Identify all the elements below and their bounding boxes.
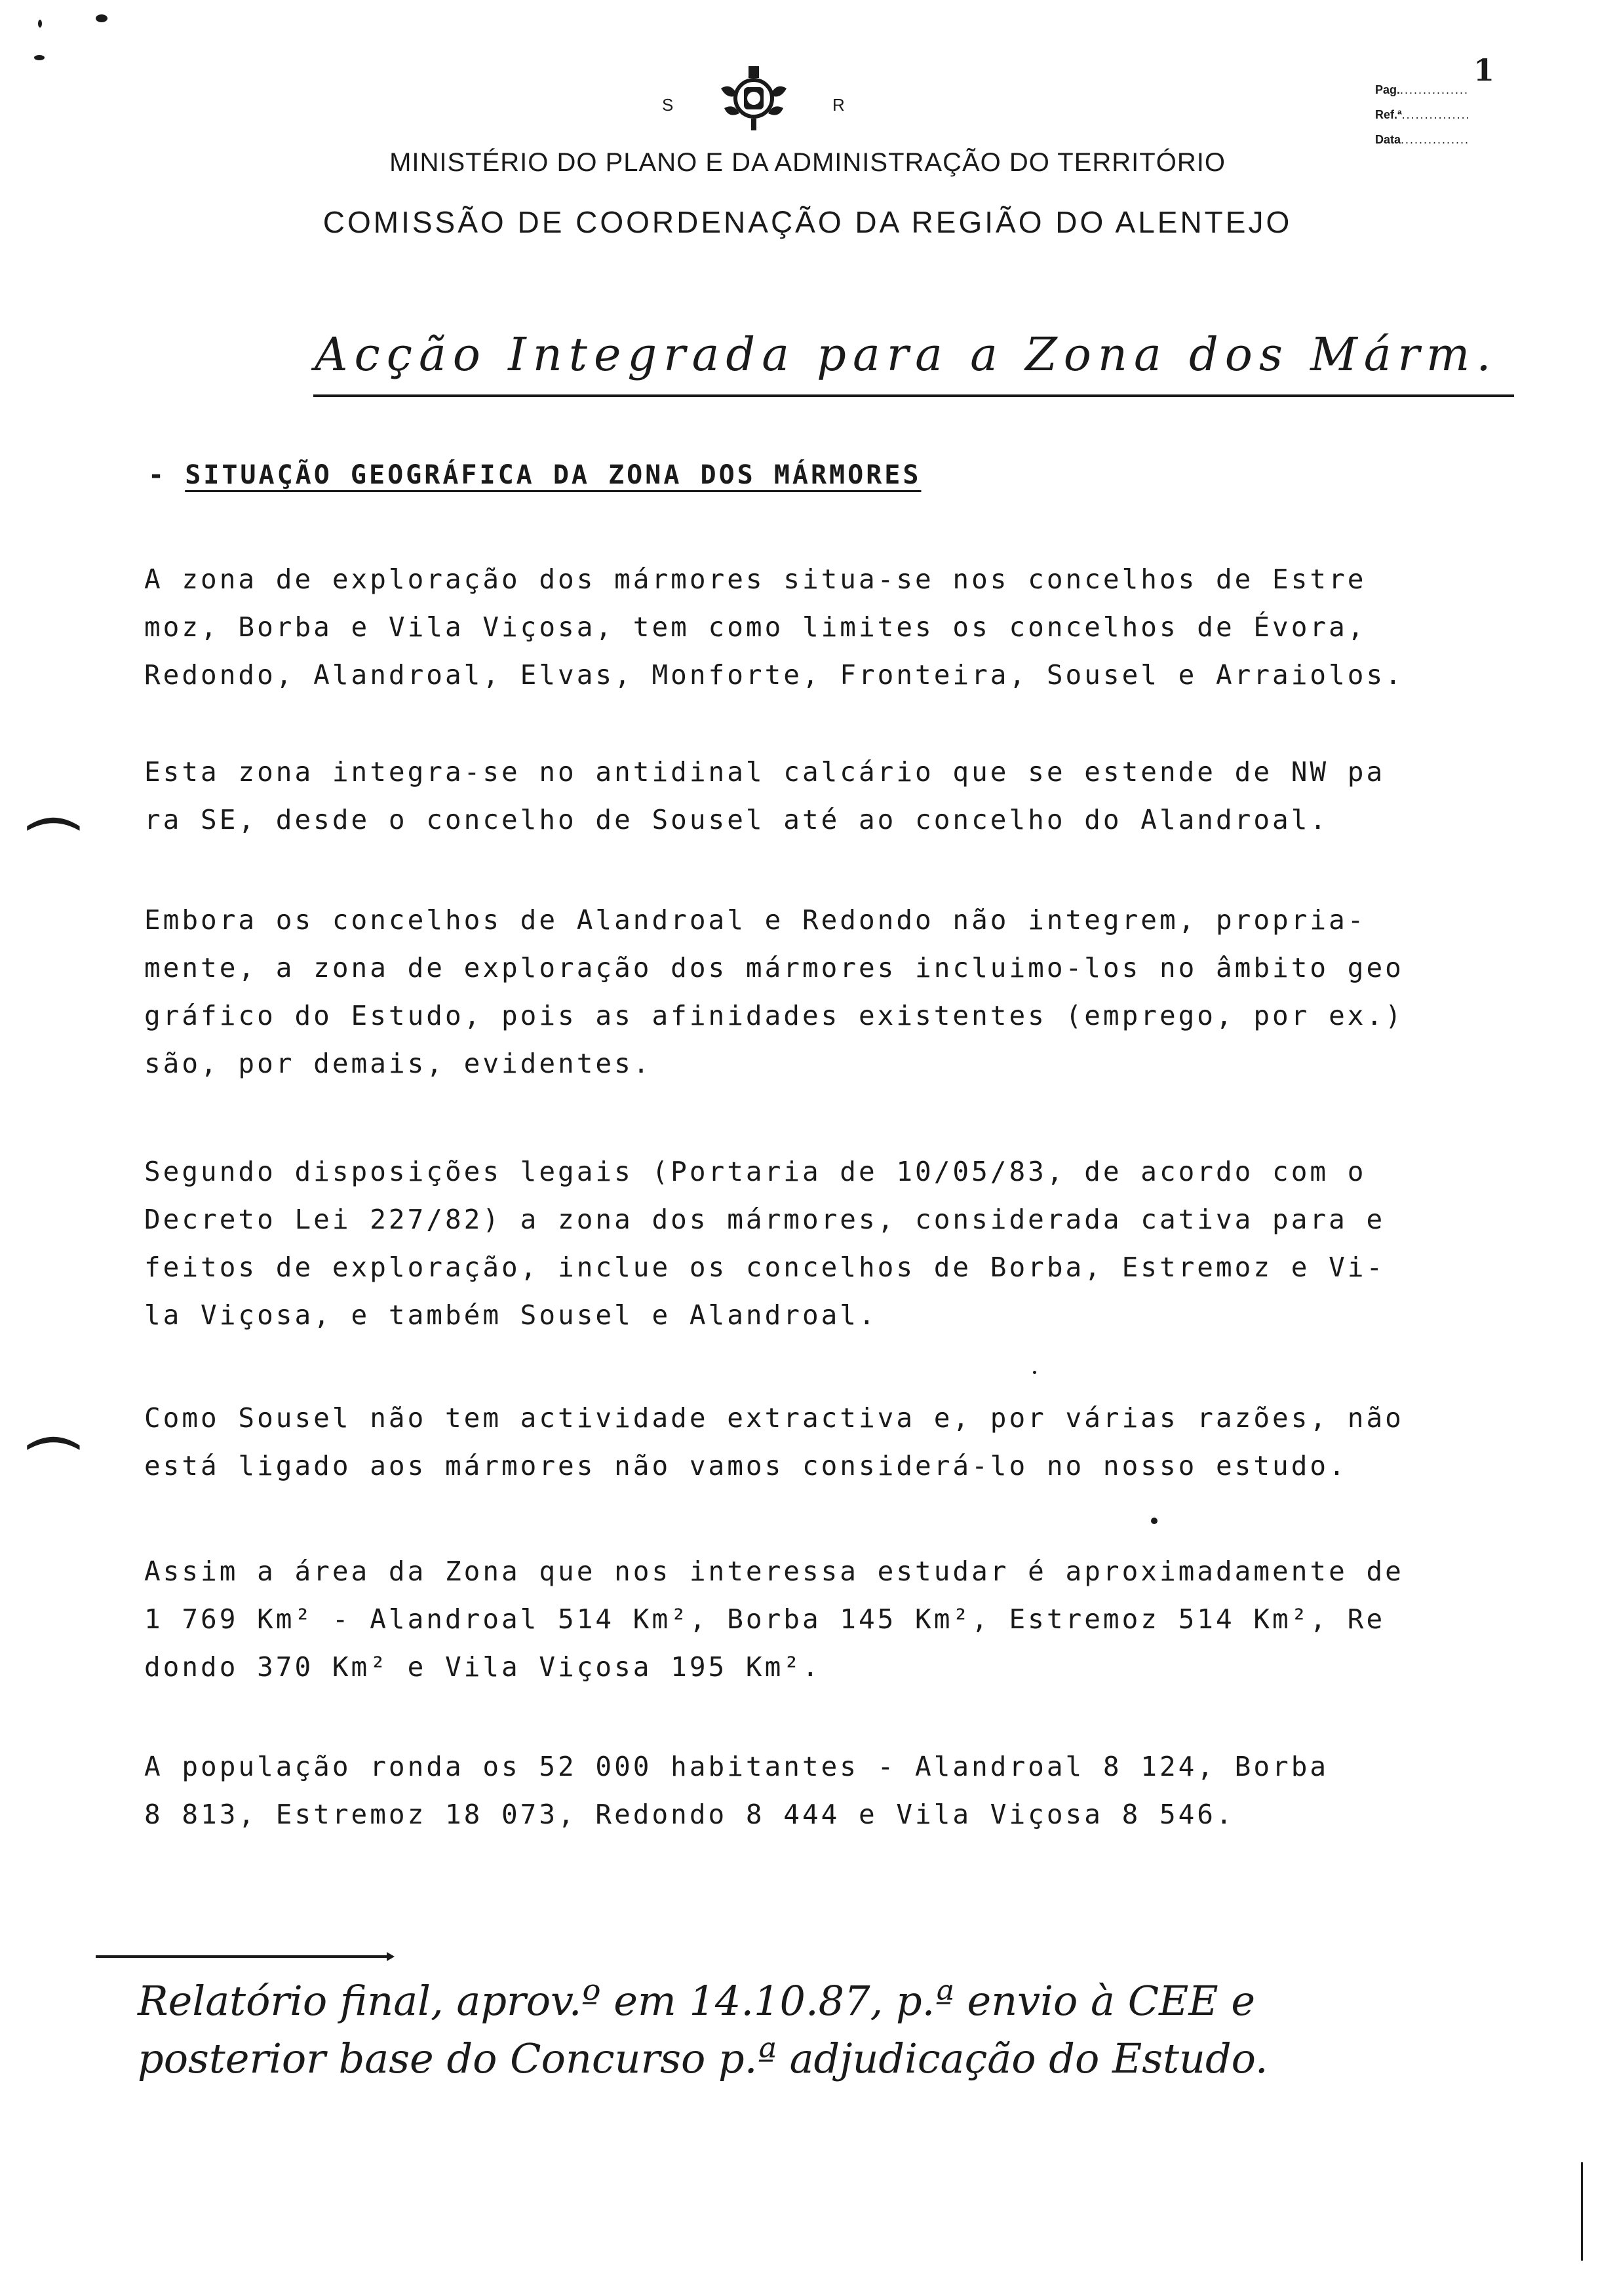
meta-ref-label: Ref.ª	[1375, 108, 1402, 121]
margin-curve-mark: (	[20, 1431, 90, 1455]
emblem-letter-right: R	[832, 95, 845, 115]
coat-of-arms-icon	[708, 62, 800, 134]
paragraph	[144, 1148, 1455, 1339]
section-heading	[148, 460, 921, 490]
note-arrow-line	[96, 1955, 391, 1958]
meta-date-row: Data...............	[1375, 133, 1470, 146]
scan-speck	[34, 55, 45, 60]
title-underline	[313, 394, 1514, 397]
paragraph-line: ra SE, desde o concelho de Sousel até ao concelho do Alandroal.	[144, 804, 1329, 835]
scan-speck	[96, 14, 107, 22]
margin-curve-mark: (	[20, 812, 90, 836]
paragraph-line: Decreto Lei 227/82) a zona dos mármores, considerada cativa para e	[144, 1204, 1386, 1235]
meta-pag-label: Pag.	[1375, 83, 1401, 96]
paragraph-line: está ligado aos mármores não vamos considerá-lo no nosso estudo.	[144, 1450, 1348, 1482]
scan-speck	[38, 20, 42, 28]
paragraph-line: Esta zona integra-se no antidinal calcário que se estende de NW pa	[144, 756, 1386, 788]
ministry-heading: MINISTÉRIO DO PLANO E DA ADMINISTRAÇÃO DO TERRITÓRIO	[389, 148, 1226, 177]
paragraph-line: dondo 370 Km² e Vila Viçosa 195 Km².	[144, 1651, 821, 1683]
meta-pag-value: 1	[1473, 52, 1495, 88]
paragraph	[144, 896, 1455, 1088]
paragraph	[144, 1743, 1455, 1839]
paragraph-line: Assim a área da Zona que nos interessa estudar é aproximadamente de	[144, 1556, 1404, 1587]
meta-date-label: Data	[1375, 133, 1401, 146]
paragraph-line: la Viçosa, e também Sousel e Alandroal.	[144, 1299, 878, 1331]
scan-edge-mark	[1581, 2162, 1583, 2261]
paragraph-line: 8 813, Estremoz 18 073, Redondo 8 444 e Vila Viçosa 8 546.	[144, 1799, 1235, 1830]
paragraph-line: Embora os concelhos de Alandroal e Redondo não integrem, propria-	[144, 904, 1367, 936]
paragraph-line: mente, a zona de exploração dos mármores incluimo-los no âmbito geo	[144, 952, 1404, 984]
handwritten-title: Acção Integrada para a Zona dos Márm.	[315, 328, 1498, 381]
paragraph-line: Redondo, Alandroal, Elvas, Monforte, Fronteira, Sousel e Arraiolos.	[144, 659, 1404, 691]
section-dash: -	[148, 460, 167, 490]
paragraph	[144, 556, 1455, 699]
meta-pag-row: Pag................ 1	[1375, 52, 1495, 96]
page-meta-block	[1375, 52, 1495, 152]
paragraph	[144, 748, 1455, 844]
paragraph-line: Segundo disposições legais (Portaria de 10/05/83, de acordo com o	[144, 1156, 1367, 1187]
paragraph-line: A população ronda os 52 000 habitantes - Alandroal 8 124, Borba	[144, 1751, 1329, 1782]
emblem-letter-left: S	[662, 95, 674, 115]
paragraph-line: moz, Borba e Vila Viçosa, tem como limites os concelhos de Évora,	[144, 611, 1367, 643]
paragraph-line: 1 769 Km² - Alandroal 514 Km², Borba 145 Km², Estremoz 514 Km², Re	[144, 1603, 1386, 1635]
handwritten-note-line: posterior base do Concurso p.ª adjudicação do Estudo.	[138, 2035, 1268, 2082]
paragraph-line: são, por demais, evidentes.	[144, 1048, 652, 1079]
paragraph	[144, 1394, 1455, 1490]
paragraph-line: feitos de exploração, inclue os concelhos de Borba, Estremoz e Vi-	[144, 1252, 1386, 1283]
scan-speck	[1033, 1371, 1036, 1374]
paragraph-line: A zona de exploração dos mármores situa-se nos concelhos de Estre	[144, 564, 1367, 595]
paragraph	[144, 1548, 1455, 1691]
scan-speck	[1151, 1518, 1158, 1524]
meta-ref-row: Ref.ª...............	[1375, 108, 1471, 121]
paragraph-line: Como Sousel não tem actividade extractiva e, por várias razões, não	[144, 1402, 1404, 1434]
section-title: SITUAÇÃO GEOGRÁFICA DA ZONA DOS MÁRMORES	[185, 460, 922, 490]
paragraph-line: gráfico do Estudo, pois as afinidades existentes (emprego, por ex.)	[144, 1000, 1404, 1031]
handwritten-note-line: Relatório final, aprov.º em 14.10.87, p.ª envio à CEE e	[138, 1977, 1256, 2025]
handwritten-note	[138, 1972, 1514, 2088]
emblem	[655, 62, 852, 134]
commission-heading: COMISSÃO DE COORDENAÇÃO DA REGIÃO DO ALENTEJO	[322, 205, 1293, 239]
